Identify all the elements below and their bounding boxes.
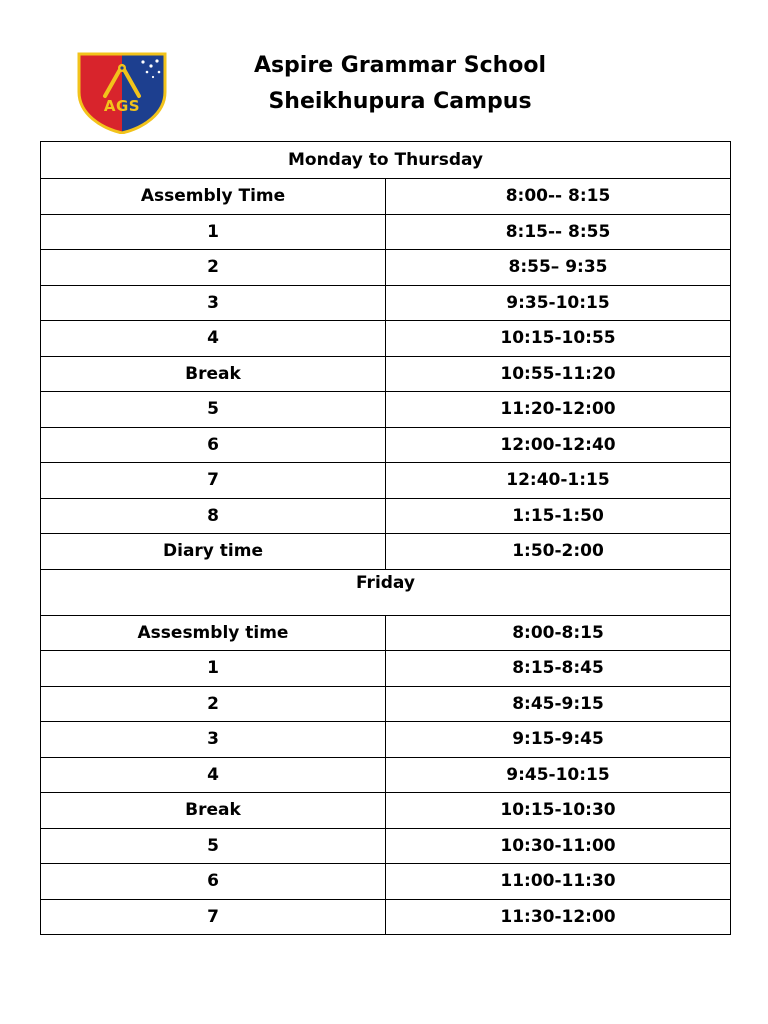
- time-cell: 12:40-1:15: [386, 463, 731, 499]
- period-cell: 8: [41, 498, 386, 534]
- table-row: [41, 427, 731, 463]
- campus-name: Sheikhupura Campus: [268, 89, 532, 114]
- time-cell: 8:15-8:45: [386, 651, 731, 687]
- table-row: [41, 864, 731, 900]
- period-cell: 5: [41, 828, 386, 864]
- time-cell: 1:15-1:50: [386, 498, 731, 534]
- period-cell: 7: [41, 899, 386, 935]
- period-cell: Assesmbly time: [41, 615, 386, 651]
- period-cell: 3: [41, 722, 386, 758]
- table-row: [41, 651, 731, 687]
- period-cell: Break: [41, 793, 386, 829]
- table-row: [41, 285, 731, 321]
- time-cell: 9:45-10:15: [386, 757, 731, 793]
- period-cell: Break: [41, 356, 386, 392]
- table-row: [41, 463, 731, 499]
- table-row: [41, 686, 731, 722]
- time-cell: 11:30-12:00: [386, 899, 731, 935]
- table-row: [41, 722, 731, 758]
- table-row: [41, 321, 731, 357]
- school-name: Aspire Grammar School: [253, 53, 547, 78]
- time-cell: 8:00-- 8:15: [386, 179, 731, 215]
- section-header-row: [41, 569, 731, 615]
- time-cell: 11:20-12:00: [386, 392, 731, 428]
- period-cell: 4: [41, 321, 386, 357]
- time-cell: 11:00-11:30: [386, 864, 731, 900]
- time-cell: 8:15-- 8:55: [386, 214, 731, 250]
- time-cell: 9:35-10:15: [386, 285, 731, 321]
- time-cell: 10:15-10:55: [386, 321, 731, 357]
- period-cell: 4: [41, 757, 386, 793]
- time-cell: 12:00-12:40: [386, 427, 731, 463]
- time-cell: 10:15-10:30: [386, 793, 731, 829]
- table-row: [41, 899, 731, 935]
- time-cell: 10:55-11:20: [386, 356, 731, 392]
- time-cell: 1:50-2:00: [386, 534, 731, 570]
- period-cell: 1: [41, 214, 386, 250]
- time-cell: 10:30-11:00: [386, 828, 731, 864]
- period-cell: Diary time: [41, 534, 386, 570]
- period-cell: 1: [41, 651, 386, 687]
- period-cell: 7: [41, 463, 386, 499]
- section-heading: Friday: [41, 569, 731, 615]
- title-block: [230, 48, 570, 120]
- section-header-row: [41, 142, 731, 179]
- period-cell: Assembly Time: [41, 179, 386, 215]
- period-cell: 2: [41, 250, 386, 286]
- table-row: [41, 828, 731, 864]
- period-cell: 6: [41, 427, 386, 463]
- time-cell: 9:15-9:45: [386, 722, 731, 758]
- table-row: [41, 498, 731, 534]
- table-row: [41, 534, 731, 570]
- school-logo: [77, 52, 167, 134]
- table-row: [41, 214, 731, 250]
- table-row: [41, 179, 731, 215]
- time-cell: 8:00-8:15: [386, 615, 731, 651]
- table-row: [41, 356, 731, 392]
- period-cell: 3: [41, 285, 386, 321]
- timetable: [40, 141, 731, 935]
- time-cell: 8:45-9:15: [386, 686, 731, 722]
- table-row: [41, 757, 731, 793]
- table-row: [41, 392, 731, 428]
- period-cell: 2: [41, 686, 386, 722]
- crest-icon: [77, 52, 167, 134]
- section-heading: Monday to Thursday: [41, 142, 731, 179]
- period-cell: 5: [41, 392, 386, 428]
- period-cell: 6: [41, 864, 386, 900]
- table-row: [41, 793, 731, 829]
- logo-text: AGS: [103, 97, 141, 115]
- time-cell: 8:55– 9:35: [386, 250, 731, 286]
- table-row: [41, 615, 731, 651]
- table-row: [41, 250, 731, 286]
